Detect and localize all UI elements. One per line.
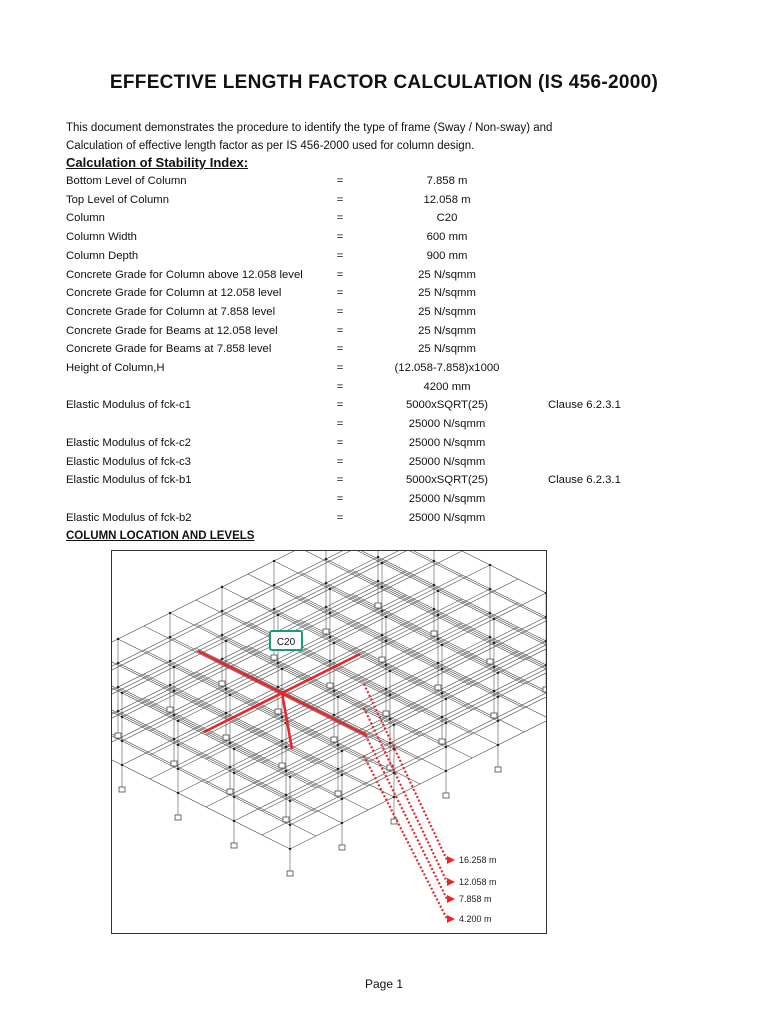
row-label: Column Width (66, 231, 137, 244)
row-equals: = (336, 399, 344, 412)
frame-node (385, 616, 387, 618)
frame-node (273, 560, 275, 562)
frame-node (389, 718, 391, 720)
frame-node (121, 740, 123, 742)
frame-beam (112, 551, 378, 665)
frame-node (385, 640, 387, 642)
row-note: Clause 6.2.3.1 (548, 474, 621, 487)
row-value: 5000xSQRT(25) (405, 474, 489, 487)
support-icon (231, 843, 237, 848)
document-title: EFFECTIVE LENGTH FACTOR CALCULATION (IS 456-2000) (109, 72, 659, 93)
frame-node (497, 744, 499, 746)
row-equals: = (336, 212, 344, 225)
frame-node (493, 690, 495, 692)
support-icon (383, 711, 389, 716)
calc-row (66, 303, 706, 321)
row-equals: = (336, 418, 344, 431)
support-icon (219, 681, 225, 686)
support-icon (391, 819, 397, 824)
intro-line: Calculation of effective length factor as per IS 456-2000 used for column design. (66, 140, 475, 152)
row-label: Concrete Grade for Beams at 12.058 level (66, 324, 278, 337)
frame-node (441, 668, 443, 670)
frame-beam (112, 557, 378, 713)
row-label: Elastic Modulus of fck-c2 (66, 436, 191, 449)
row-value: 25000 N/sqmm (408, 418, 486, 431)
column-tag-label: C20 (276, 637, 296, 648)
row-value: 600 mm (426, 231, 468, 244)
frame-node (341, 750, 343, 752)
calc-row (66, 191, 706, 209)
calc-row (66, 172, 706, 190)
level-arrow-head (447, 856, 455, 864)
frame-node (385, 664, 387, 666)
frame-node (177, 792, 179, 794)
frame-beam (112, 551, 378, 689)
support-icon (119, 787, 125, 792)
level-arrow-head (447, 895, 455, 903)
frame-node (445, 722, 447, 724)
frame-node (325, 606, 327, 608)
frame-node (225, 712, 227, 714)
row-equals: = (336, 175, 344, 187)
frame-node (281, 716, 283, 718)
frame-node (437, 638, 439, 640)
frame-diagram (112, 551, 546, 933)
frame-node (177, 744, 179, 746)
frame-node (393, 724, 395, 726)
frame-node (225, 640, 227, 642)
frame-node (117, 638, 119, 640)
row-equals: = (336, 249, 344, 262)
row-label: Top Level of Column (66, 193, 169, 206)
frame-node (289, 776, 291, 778)
frame-node (497, 720, 499, 722)
frame-node (493, 618, 495, 620)
row-equals: = (336, 287, 344, 300)
frame-node (329, 660, 331, 662)
row-value: 900 mm (426, 249, 468, 262)
intro-line: This document demonstrates the procedure to identify the type of frame (Sway / Non-sway) and (66, 122, 553, 134)
intro-paragraph (66, 119, 706, 155)
row-equals: = (336, 324, 344, 337)
frame-node (285, 746, 287, 748)
row-label: Bottom Level of Column (66, 175, 187, 187)
level-label: 12.058 m (459, 877, 497, 887)
row-equals: = (336, 362, 344, 374)
support-icon (167, 707, 173, 712)
frame-node (121, 764, 123, 766)
support-icon (115, 733, 121, 738)
frame-node (329, 636, 331, 638)
level-arrow-line (364, 732, 447, 899)
frame-node (341, 822, 343, 824)
frame-node (229, 694, 231, 696)
support-icon (271, 655, 277, 660)
level-arrow-line (364, 684, 447, 860)
frame-node (441, 644, 443, 646)
frame-node (221, 658, 223, 660)
frame-node (289, 800, 291, 802)
frame-node (437, 590, 439, 592)
frame-node (273, 608, 275, 610)
calc-row (66, 209, 706, 227)
row-value: 5000xSQRT(25) (405, 399, 489, 412)
frame-node (445, 746, 447, 748)
support-icon (283, 817, 289, 822)
row-equals: = (336, 492, 344, 505)
row-label: Concrete Grade for Column at 7.858 level (66, 305, 276, 318)
row-equals: = (336, 436, 344, 449)
calc-row (66, 415, 706, 433)
frame-node (169, 684, 171, 686)
row-value: C20 (436, 212, 458, 225)
frame-node (445, 770, 447, 772)
calc-row (66, 322, 706, 340)
frame-node (377, 580, 379, 582)
frame-node (381, 634, 383, 636)
row-value: 25 N/sqmm (418, 343, 476, 356)
frame-node (285, 794, 287, 796)
row-value: 25 N/sqmm (418, 268, 476, 281)
row-value: 25000 N/sqmm (408, 511, 486, 524)
row-value: 12.058 m (423, 193, 471, 206)
frame-node (489, 636, 491, 638)
page-footer: Page 1 (364, 977, 404, 991)
frame-node (221, 586, 223, 588)
frame-node (493, 642, 495, 644)
frame-node (277, 662, 279, 664)
frame-node (341, 774, 343, 776)
frame-node (281, 740, 283, 742)
frame-node (333, 714, 335, 716)
support-icon (335, 791, 341, 796)
row-value: (12.058-7.858)x1000 (394, 362, 500, 374)
row-label: Column (66, 212, 105, 225)
support-icon (439, 739, 445, 744)
support-icon (543, 687, 546, 692)
frame-node (169, 636, 171, 638)
frame-node (233, 820, 235, 822)
frame-node (337, 744, 339, 746)
support-icon (443, 793, 449, 798)
level-arrow-head (447, 915, 455, 923)
frame-node (381, 586, 383, 588)
level-label: 16.258 m (459, 855, 497, 865)
calc-row (66, 266, 706, 284)
row-value: 4200 mm (423, 380, 471, 393)
frame-node (441, 716, 443, 718)
support-icon (495, 767, 501, 772)
calc-row (66, 340, 706, 358)
frame-node (329, 588, 331, 590)
row-equals: = (336, 474, 344, 487)
frame-node (325, 582, 327, 584)
frame-node (493, 666, 495, 668)
row-equals: = (336, 305, 344, 318)
frame-node (173, 714, 175, 716)
support-icon (431, 631, 437, 636)
row-equals: = (336, 455, 344, 468)
frame-node (117, 662, 119, 664)
support-icon (275, 709, 281, 714)
row-value: 25 N/sqmm (418, 305, 476, 318)
frame-node (277, 614, 279, 616)
row-label: Elastic Modulus of fck-c1 (66, 399, 191, 412)
row-equals: = (336, 193, 344, 206)
frame-node (117, 686, 119, 688)
frame-node (341, 798, 343, 800)
calc-row (66, 453, 706, 471)
support-icon (435, 685, 441, 690)
frame-node (333, 642, 335, 644)
row-note: Clause 6.2.3.1 (548, 399, 621, 412)
frame-node (489, 564, 491, 566)
row-label: Concrete Grade for Column at 12.058 level (66, 287, 282, 300)
frame-node (229, 742, 231, 744)
frame-node (173, 666, 175, 668)
frame-node (277, 686, 279, 688)
frame-node (177, 720, 179, 722)
frame-node (121, 716, 123, 718)
frame-node (233, 748, 235, 750)
level-label: 7.858 m (459, 894, 492, 904)
support-icon (491, 713, 497, 718)
frame-node (497, 696, 499, 698)
frame-node (433, 608, 435, 610)
row-value: 25000 N/sqmm (408, 492, 486, 505)
frame-beam (112, 551, 406, 679)
frame-node (377, 556, 379, 558)
row-equals: = (336, 380, 344, 393)
frame-node (389, 694, 391, 696)
frame-node (437, 662, 439, 664)
support-icon (487, 659, 493, 664)
row-value: 7.858 m (426, 175, 468, 187)
frame-node (337, 768, 339, 770)
calc-row (66, 509, 706, 527)
frame-node (121, 692, 123, 694)
row-value: 25000 N/sqmm (408, 455, 486, 468)
frame-node (289, 848, 291, 850)
row-label: Elastic Modulus of fck-c3 (66, 455, 191, 468)
calc-row (66, 490, 706, 508)
frame-node (169, 660, 171, 662)
support-icon (279, 763, 285, 768)
frame-beam (378, 551, 546, 621)
frame-node (225, 688, 227, 690)
frame-node (389, 670, 391, 672)
frame-node (281, 668, 283, 670)
frame-node (221, 610, 223, 612)
frame-node (333, 690, 335, 692)
frame-node (221, 634, 223, 636)
row-equals: = (336, 268, 344, 281)
support-icon (175, 815, 181, 820)
row-value: 25 N/sqmm (418, 287, 476, 300)
support-icon (227, 789, 233, 794)
column-location-figure (111, 550, 547, 934)
support-icon (327, 683, 333, 688)
row-label: Column Depth (66, 249, 139, 262)
frame-node (489, 588, 491, 590)
frame-node (169, 612, 171, 614)
frame-node (337, 696, 339, 698)
frame-node (433, 584, 435, 586)
frame-node (441, 692, 443, 694)
row-label: Concrete Grade for Beams at 7.858 level (66, 343, 272, 356)
frame-node (325, 558, 327, 560)
calc-row (66, 471, 706, 489)
calc-row (66, 247, 706, 265)
row-equals: = (336, 231, 344, 244)
row-equals: = (336, 343, 344, 356)
frame-node (437, 614, 439, 616)
calc-row (66, 359, 706, 377)
row-value: 25000 N/sqmm (408, 436, 486, 449)
frame-node (173, 690, 175, 692)
level-label: 4.200 m (459, 914, 492, 924)
calc-row (66, 434, 706, 452)
level-arrow-head (447, 878, 455, 886)
frame-node (381, 562, 383, 564)
frame-node (173, 738, 175, 740)
frame-node (489, 612, 491, 614)
row-equals: = (336, 511, 344, 524)
frame-node (289, 824, 291, 826)
frame-node (497, 672, 499, 674)
row-label: Elastic Modulus of fck-b2 (66, 511, 192, 524)
level-arrow-line (364, 756, 447, 919)
frame-node (385, 688, 387, 690)
stability-heading: Calculation of Stability Index: (66, 155, 249, 170)
calc-row (66, 228, 706, 246)
calc-row (66, 378, 706, 396)
calc-row (66, 284, 706, 302)
support-icon (331, 737, 337, 742)
row-label: Elastic Modulus of fck-b1 (66, 474, 192, 487)
frame-node (233, 796, 235, 798)
level-arrow-line (364, 708, 447, 882)
frame-node (329, 612, 331, 614)
support-icon (171, 761, 177, 766)
support-icon (375, 603, 381, 608)
calc-row (66, 396, 706, 414)
frame-node (273, 584, 275, 586)
support-icon (379, 657, 385, 662)
frame-node (393, 796, 395, 798)
support-icon (287, 871, 293, 876)
frame-node (233, 772, 235, 774)
row-value: 25 N/sqmm (418, 324, 476, 337)
row-label: Height of Column,H (66, 362, 165, 374)
frame-node (381, 610, 383, 612)
frame-beam (262, 607, 546, 763)
frame-node (177, 768, 179, 770)
support-icon (339, 845, 345, 850)
frame-node (229, 766, 231, 768)
row-label: Concrete Grade for Column above 12.058 level (66, 268, 303, 281)
frame-node (117, 710, 119, 712)
support-icon (323, 629, 329, 634)
support-icon (223, 735, 229, 740)
frame-node (285, 770, 287, 772)
frame-node (433, 560, 435, 562)
location-heading: COLUMN LOCATION AND LEVELS (66, 530, 255, 542)
frame-node (445, 698, 447, 700)
